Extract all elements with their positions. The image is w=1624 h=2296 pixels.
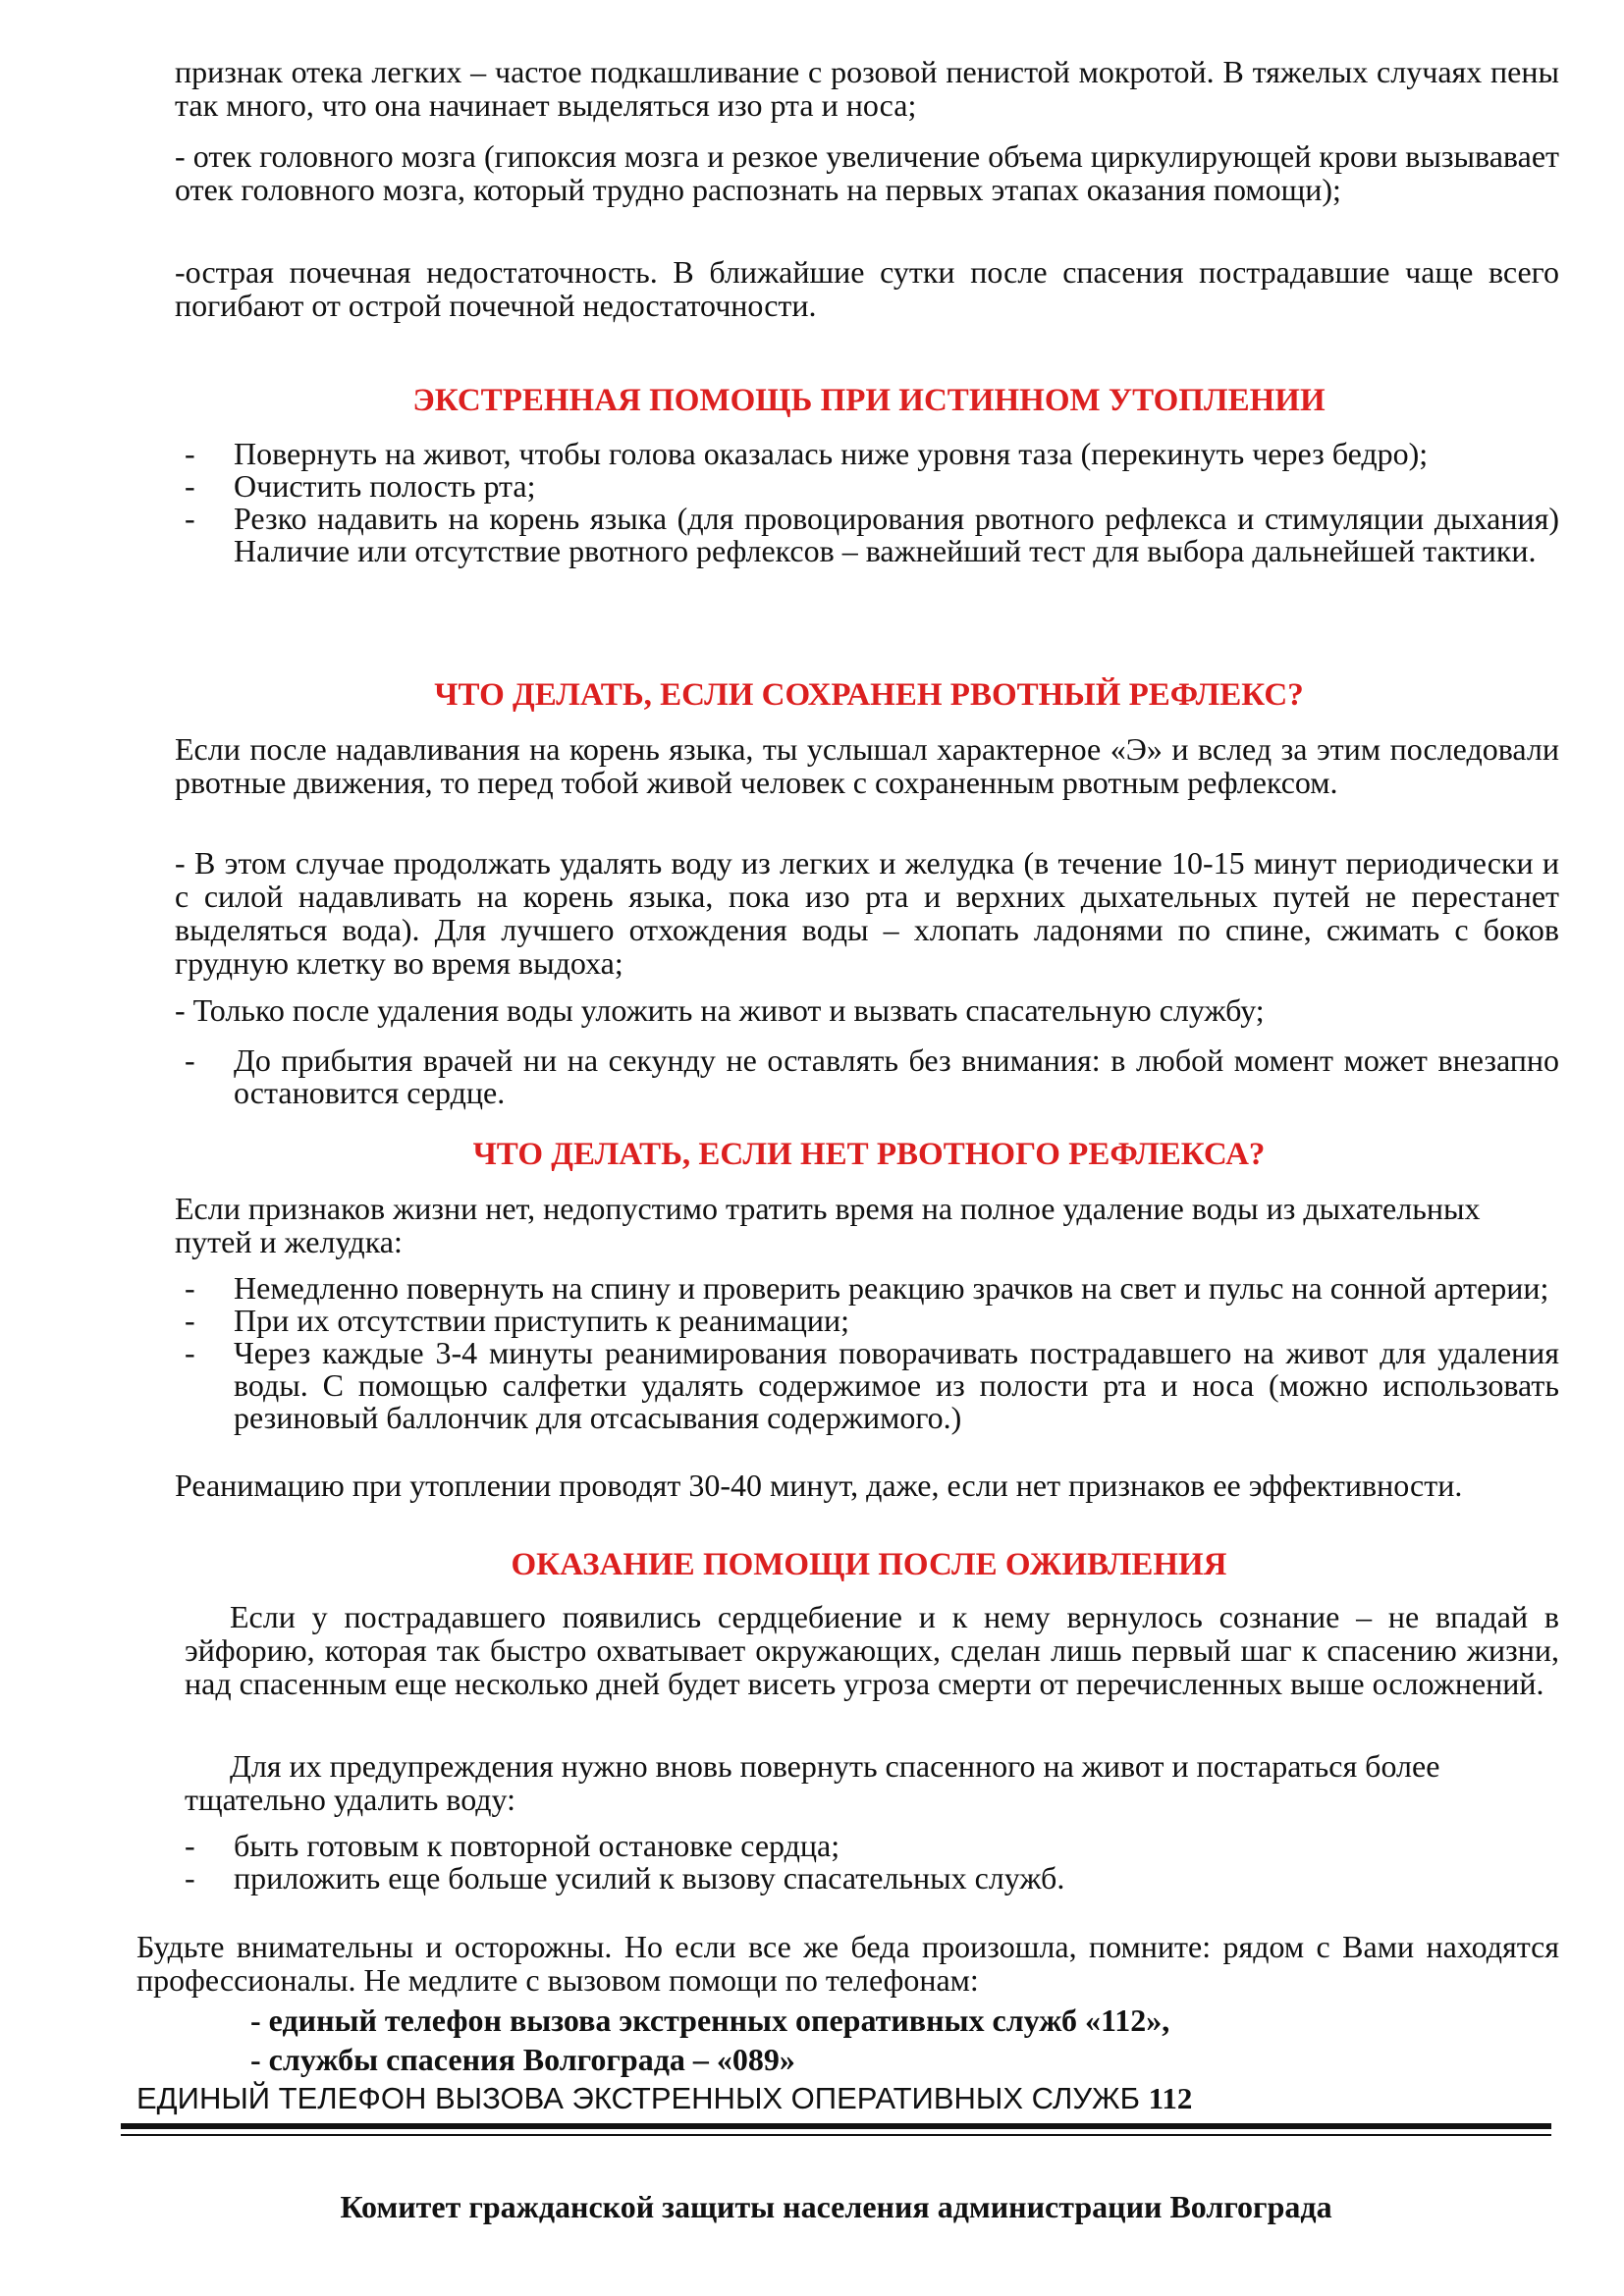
phone-item-112: - единый телефон вызова экстренных оперативных служб «112», (250, 2002, 1170, 2038)
section-title-gag-reflex-present: ЧТО ДЕЛАТЬ, ЕСЛИ СОХРАНЕН РВОТНЫЙ РЕФЛЕКС? (434, 677, 1304, 713)
gag-reflex-paragraph-1: Если после надавливания на корень языка, ты услышал характерное «Э» и вслед за этим последовали рвотные движения, то перед тобой живой человек с сохраненным рвотным рефлексом. (175, 731, 1559, 800)
intro-paragraph-2: - отек головного мозга (гипоксия мозга и резкое увеличение объема циркулирующей крови вызывавает отек головного мозга, который трудно распознать на первых этапах оказания помощи); (175, 138, 1559, 207)
gag-reflex-paragraph-3: - Только после удаления воды уложить на живот и вызвать спасательную службу; (175, 992, 1265, 1028)
no-reflex-paragraph-2: Реанимацию при утоплении проводят 30-40 минут, даже, если нет признаков ее эффективности. (175, 1468, 1463, 1503)
emergency-help-list (175, 438, 1559, 567)
section-title-after-revival: ОКАЗАНИЕ ПОМОЩИ ПОСЛЕ ОЖИВЛЕНИЯ (511, 1547, 1227, 1582)
list-item: - Через каждые 3-4 минуты реанимирования поворачивать пострадавшего на живот для удаления воды. С помощью салфетки удалять содержимое из полости рта и носа (можно использовать резиновый баллончик для отсасывания содержимого.) (175, 1337, 1559, 1434)
closing-paragraph: Будьте внимательны и осторожны. Но если все же беда произошла, помните: рядом с Вами находятся профессионалы. Не медлите с вызовом помощи по телефонам: (136, 1929, 1559, 1998)
after-revival-paragraph-1: Если у пострадавшего появились сердцебиение и к нему вернулось сознание – не впадай в эйфорию, которая так быстро охватывает окружающих, сделан лишь первый шаг к спасению жизни, над спасенным еще несколько дней будет висеть угроза смерти от перечисленных выше осложнений. (185, 1599, 1559, 1701)
emergency-number-line (136, 2081, 1192, 2116)
gag-reflex-list (175, 1044, 1559, 1109)
divider-thin (121, 2134, 1551, 2136)
intro-paragraph-1: признак отека легких – частое подкашливание с розовой пенистой мокротой. В тяжелых случаях пены так много, что она начинает выделяться изо рта и носа; (175, 54, 1559, 123)
list-item: - Повернуть на живот, чтобы голова оказалась ниже уровня таза (перекинуть через бедро); (175, 438, 1559, 470)
phone-list (250, 2001, 1527, 2079)
list-item: - Очистить полость рта; (175, 470, 1559, 503)
divider-thick (121, 2123, 1551, 2129)
no-reflex-paragraph-1: Если признаков жизни нет, недопустимо тратить время на полное удаление воды из дыхательных путей и желудка: (175, 1191, 1481, 1259)
list-item: - До прибытия врачей ни на секунду не оставлять без внимания: в любой момент может внезапно остановится сердце. (175, 1044, 1559, 1109)
list-item: - При их отсутствии приступить к реанимации; (175, 1305, 1559, 1337)
footer-organization: Комитет гражданской защиты населения администрации Волгограда (340, 2189, 1332, 2224)
phone-item-089: - службы спасения Волгограда – «089» (250, 2042, 795, 2077)
after-revival-list (175, 1830, 1559, 1895)
list-item: - Резко надавить на корень языка (для провоцирования рвотного рефлекса и стимуляции дыхания) Наличие или отсутствие рвотного рефлексов – важнейший тест для выбора дальнейшей тактики. (175, 503, 1559, 567)
emergency-number: 112 (1148, 2081, 1193, 2115)
emergency-number-label: ЕДИНЫЙ ТЕЛЕФОН ВЫЗОВА ЭКСТРЕННЫХ ОПЕРАТИВНЫХ СЛУЖБ (136, 2081, 1149, 2115)
no-reflex-list (175, 1272, 1559, 1434)
intro-paragraph-3: -острая почечная недостаточность. В ближайшие сутки после спасения пострадавшие чаще всего погибают от острой почечной недостаточности. (175, 254, 1559, 323)
list-item: - Немедленно повернуть на спину и проверить реакцию зрачков на свет и пульс на сонной артерии; (175, 1272, 1559, 1305)
section-title-emergency-help: ЭКСТРЕННАЯ ПОМОЩЬ ПРИ ИСТИННОМ УТОПЛЕНИИ (412, 383, 1326, 418)
after-revival-paragraph-2: Для их предупреждения нужно вновь повернуть спасенного на живот и постараться более тщательно удалить воду: (185, 1748, 1440, 1817)
section-title-no-gag-reflex: ЧТО ДЕЛАТЬ, ЕСЛИ НЕТ РВОТНОГО РЕФЛЕКСА? (472, 1137, 1266, 1172)
list-item: - приложить еще больше усилий к вызову спасательных служб. (175, 1862, 1559, 1895)
list-item: - быть готовым к повторной остановке сердца; (175, 1830, 1559, 1862)
gag-reflex-paragraph-2: - В этом случае продолжать удалять воду из легких и желудка (в течение 10-15 минут периодически и с силой надавливать на корень языка, пока изо рта и верхних дыхательных путей не перестанет выделяться вода). Для лучшего отхождения воды – хлопать ладонями по спине, сжимать с боков грудную клетку во время выдоха; (175, 845, 1559, 981)
